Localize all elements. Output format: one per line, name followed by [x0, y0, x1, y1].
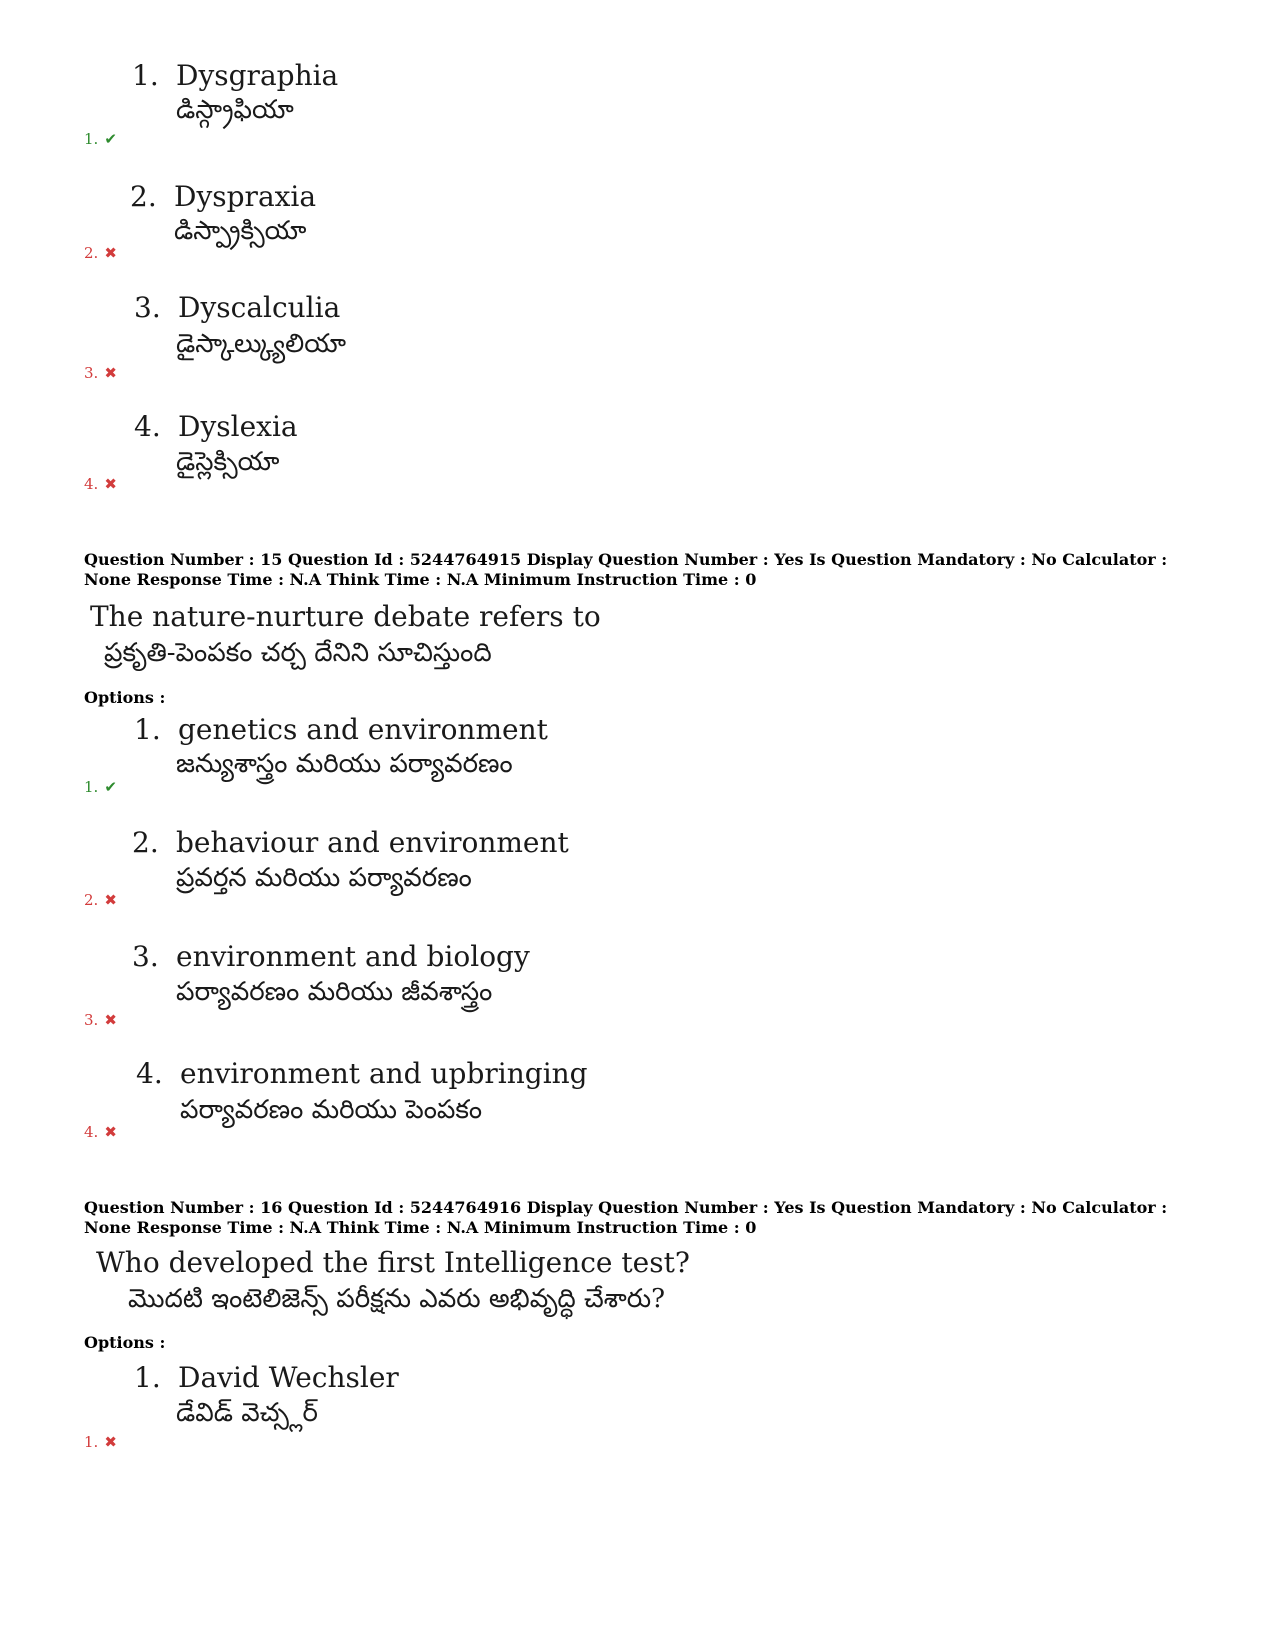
answer-marker — [84, 364, 117, 382]
marker-number: 1. — [84, 130, 99, 148]
option-text-te: డేవిడ్ వెచ్స్లర్ — [176, 1398, 318, 1428]
answer-marker — [84, 1433, 117, 1451]
option-text-en: David Wechsler — [178, 1361, 399, 1394]
option-text-en: environment and upbringing — [180, 1057, 588, 1090]
cross-icon: ✖ — [104, 1011, 117, 1029]
marker-number: 2. — [84, 891, 99, 909]
cross-icon: ✖ — [104, 1433, 117, 1451]
marker-number: 1. — [84, 778, 99, 796]
check-icon: ✔ — [104, 130, 117, 148]
option-number: 4. — [136, 1057, 163, 1090]
answer-marker — [84, 778, 117, 796]
question-text-en: The nature-nurture debate refers to — [90, 600, 601, 633]
cross-icon: ✖ — [104, 1123, 117, 1141]
option-text-en: Dysgraphia — [176, 59, 339, 92]
question-text-te: ప్రకృతి-పెంపకం చర్చ దేనిని సూచిస్తుంది — [104, 638, 492, 668]
option-text-en: Dyscalculia — [178, 291, 341, 324]
option-number: 2. — [130, 180, 157, 213]
option-number: 1. — [132, 59, 159, 92]
cross-icon: ✖ — [104, 891, 117, 909]
option-text-te: పర్యావరణం మరియు పెంపకం — [180, 1095, 483, 1125]
option-number: 3. — [134, 291, 161, 324]
option-text-te: జన్యుశాస్త్రం మరియు పర్యావరణం — [176, 749, 513, 779]
option-number: 2. — [132, 826, 159, 859]
option-number: 4. — [134, 410, 161, 443]
option-text-en: behaviour and environment — [176, 826, 569, 859]
question-meta: Question Number : 16 Question Id : 5244764916 Display Question Number : Yes Is Question Mandatory : No Calculator : None Response Time : N.A Think Time : N.A Minimum Instruction Time : 0 — [84, 1198, 1168, 1237]
marker-number: 1. — [84, 1433, 99, 1451]
option-text-te: పర్యావరణం మరియు జీవశాస్త్రం — [176, 977, 493, 1007]
answer-marker — [84, 130, 117, 148]
marker-number: 3. — [84, 364, 99, 382]
option-number: 3. — [132, 940, 159, 973]
option-number: 1. — [134, 713, 161, 746]
marker-number: 4. — [84, 1123, 99, 1141]
answer-marker — [84, 891, 117, 909]
cross-icon: ✖ — [104, 475, 117, 493]
options-label: Options : — [84, 688, 166, 707]
answer-marker — [84, 244, 117, 262]
answer-marker — [84, 1123, 117, 1141]
cross-icon: ✖ — [104, 364, 117, 382]
cross-icon: ✖ — [104, 244, 117, 262]
question-meta: Question Number : 15 Question Id : 5244764915 Display Question Number : Yes Is Question Mandatory : No Calculator : None Response Time : N.A Think Time : N.A Minimum Instruction Time : 0 — [84, 550, 1168, 589]
option-text-en: Dyslexia — [178, 410, 298, 443]
answer-marker — [84, 475, 117, 493]
check-icon: ✔ — [104, 778, 117, 796]
option-text-en: genetics and environment — [178, 713, 548, 746]
option-text-en: environment and biology — [176, 940, 530, 973]
option-text-te: డైస్లెక్సియా — [176, 447, 280, 477]
option-text-en: Dyspraxia — [174, 180, 317, 213]
option-number: 1. — [134, 1361, 161, 1394]
option-text-te: ప్రవర్తన మరియు పర్యావరణం — [176, 863, 472, 893]
answer-marker — [84, 1011, 117, 1029]
question-text-en: Who developed the first Intelligence test? — [96, 1246, 690, 1279]
marker-number: 2. — [84, 244, 99, 262]
question-text-te: మొదటి ఇంటెలిజెన్స్ పరీక్షను ఎవరు అభివృద్ధి చేశారు? — [128, 1284, 666, 1314]
marker-number: 3. — [84, 1011, 99, 1029]
option-text-te: డైస్కాల్క్యులియా — [176, 329, 347, 359]
marker-number: 4. — [84, 475, 99, 493]
option-text-te: డిస్గ్రాఫియా — [176, 95, 294, 125]
option-text-te: డిస్ప్రాక్సియా — [174, 216, 307, 246]
options-label: Options : — [84, 1333, 166, 1352]
